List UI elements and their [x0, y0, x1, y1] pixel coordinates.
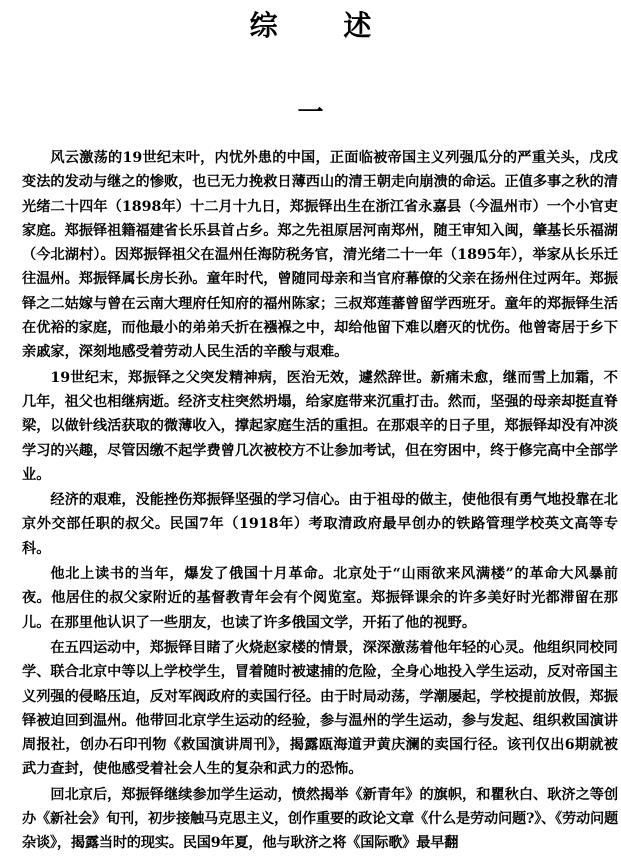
paragraph-3: 经济的艰难，没能挫伤郑振铎坚强的学习信心。由于祖母的做主，使他很有勇气地投靠在北京外交部任职的叔父。民国7年（1918年）考取清政府最早创办的铁路管理学校英文高等专科。 [22, 492, 618, 557]
paragraph-6: 回北京后，郑振铎继续参加学生运动，愤然揭举《新青年》的旗帜，和瞿秋白、耿济之等创办《新社会》旬刊，初步接触马克思主义，创作重要的政论文章《什么是劳动问题?》、《劳动问题杂谈》，揭露当时的现实。民国9年夏，他与耿济之将《国际歌》最早翻 [22, 786, 618, 852]
paragraph-5: 在五四运动中，郑振铎目睹了火烧赵家楼的情景，深深激荡着他年轻的心灵。他组织同校同学、联合北京中等以上学校学生，冒着随时被逮捕的危险，全身心地投入学生运动，反对帝国主义列强的侵略压迫，反对军阀政府的卖国行径。由于时局动荡，学潮屡起，学校提前放假，郑振铎被迫回到温州。他带回北京学生运动的经验，参与温州的学生运动，参与发起、组织救国演讲周报社，创办石印刊物《救国演讲周刊》，揭露瓯海道尹黄庆澜的卖国行径。该刊仅出6期就被武力查封，使他感受着社会人生的复杂和武力的恐怖。 [22, 639, 618, 778]
section-number: 一 [297, 98, 324, 128]
body-text [22, 146, 618, 857]
paragraph-2: 19世纪末，郑振铎之父突发精神病，医治无效，遽然辞世。新痛未愈，继而雪上加霜，不几年，祖父也相继病逝。经济支柱突然坍塌，给家庭带来沉重打击。然而，坚强的母亲却挺直脊梁，以做针线活获取的微薄收入，撑起家庭生活的重担。在那艰辛的日子里，郑振铎却没有冲淡学习的兴趣，尽管因缴不起学费曾几次被校方不让参加考试，但在穷困中，终于修完高中全部学业。 [22, 369, 618, 483]
page-title: 综 述 [249, 9, 400, 42]
paragraph-1: 风云激荡的19世纪末叶，内忧外患的中国，正面临被帝国主义列强瓜分的严重关头，戊戌变法的发动与继之的惨败，也已无力挽救日薄西山的清王朝走向崩溃的命运。正值多事之秋的清光绪二十四年（1898年）十二月十九日，郑振铎出生在浙江省永嘉县（今温州市）一个小官吏家庭。郑振铎祖籍福建省长乐县首占乡。郑之先祖原居河南郑州，随王审知入闽，肇基长乐福湖（今北湖村）。因郑振铎祖父在温州任海防税务官，清光绪二十一年（1895年），举家从长乐迁往温州。郑振铎属长房长孙。童年时代，曾随同母亲和当官府幕僚的父亲在扬州住过两年。郑振铎之二姑嫁与曾在云南大理府任知府的福州陈家；三叔郑莲蕃曾留学西班牙。童年的郑振铎生活在优裕的家庭，而他最小的弟弟夭折在襁褓之中，却给他留下难以磨灭的忧伤。他曾寄居于乡下亲戚家，深刻地感受着劳动人民生活的辛酸与艰难。 [22, 150, 618, 361]
paragraph-4: 他北上读书的当年，爆发了俄国十月革命。北京处于“山雨欲来风满楼”的革命大风暴前夜。他居住的叔父家附近的基督教青年会有个阅览室。郑振铎课余的许多美好时光都滞留在那儿。在那里他认识了一些朋友，也读了许多俄国文学，开拓了他的视野。 [22, 566, 618, 631]
